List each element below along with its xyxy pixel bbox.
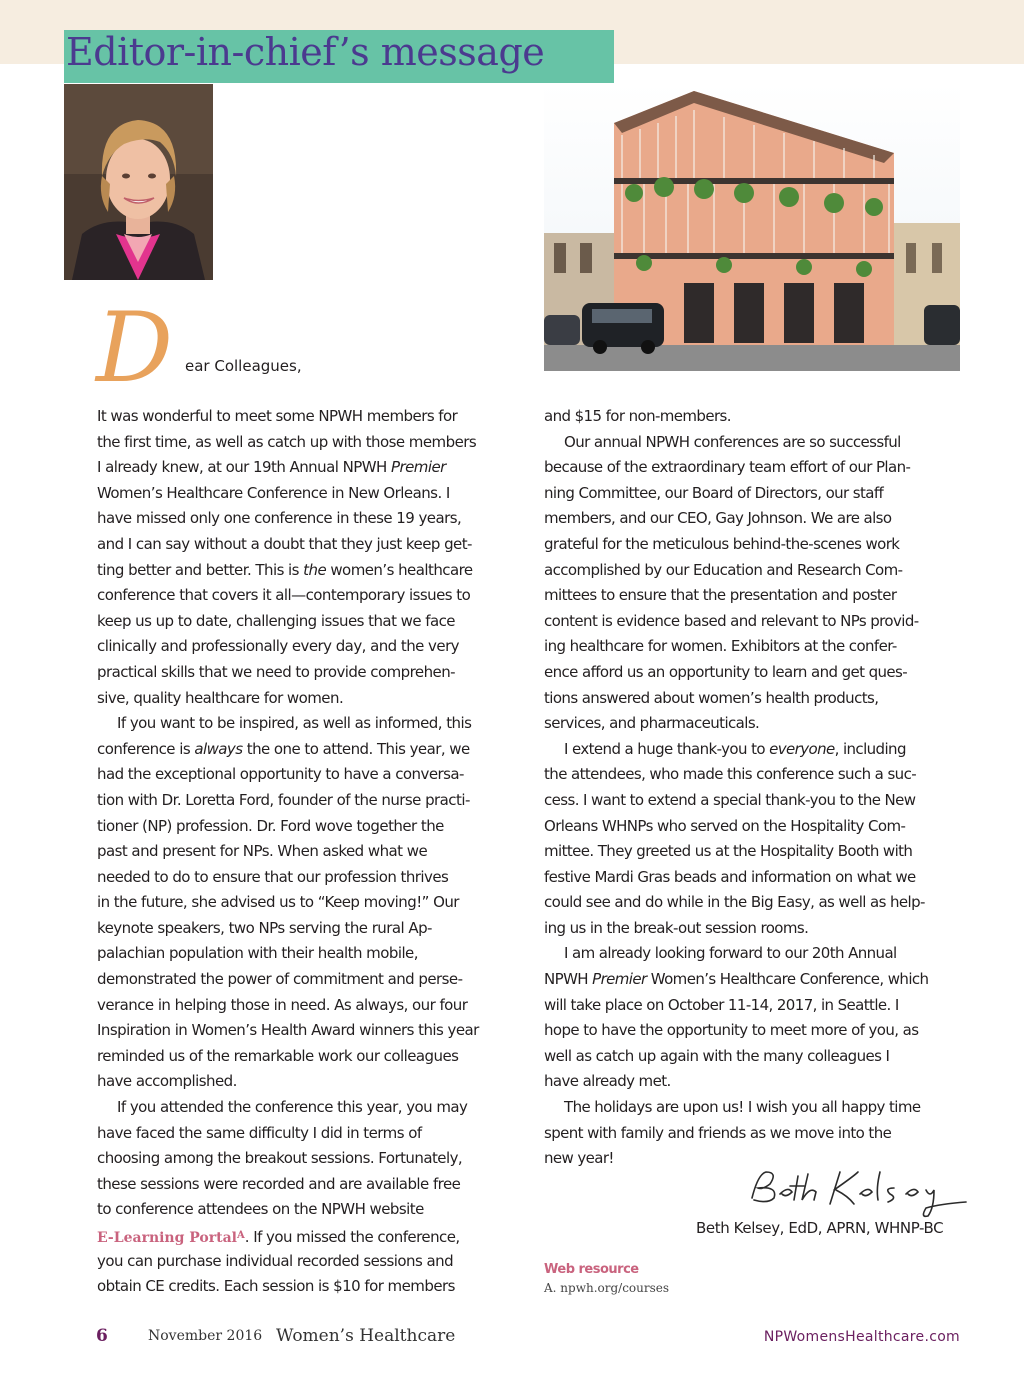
publication-name: Women’s Healthcare [276,1326,456,1346]
text-line: grateful for the meticulous behind-the-scenes work [544,534,900,553]
text-line: accomplished by our Education and Research Com- [544,560,903,579]
text-line: mittees to ensure that the presentation and poster [544,586,897,605]
new-orleans-photo [544,83,960,371]
text-line: If you attended the conference this year, you may [117,1098,468,1117]
text-line: have missed only one conference in these 19 years, [97,509,462,528]
text-line: reminded us of the remarkable work our colleagues [97,1046,459,1065]
text-line: keynote speakers, two NPs serving the rural Ap- [97,918,432,937]
text-line: have accomplished. [97,1072,237,1091]
web-resource-heading: Web resource [544,1262,639,1277]
text-line: If you want to be inspired, as well as informed, this [117,714,472,733]
text-line: these sessions were recorded and are available free [97,1174,461,1193]
text-line: in the future, she advised us to “Keep moving!” Our [97,893,459,912]
text-run: I extend a huge thank-you to [564,739,770,758]
text-line: Women’s Healthcare Conference in New Orleans. I [97,483,450,502]
editor-portrait [64,84,213,280]
text-line: will take place on October 11-14, 2017, in Seattle. I [544,995,899,1014]
text-line: Inspiration in Women’s Health Award winners this year [97,1021,479,1040]
text-line: mittee. They greeted us at the Hospitality Booth with [544,842,913,861]
text-line: tion with Dr. Loretta Ford, founder of the nurse practi- [97,790,470,809]
text-line: ing us in the break-out session rooms. [544,918,809,937]
text-run: conference is [97,739,195,758]
text-line: sive, quality healthcare for women. [97,688,344,707]
web-resource-link[interactable]: A. npwh.org/courses [544,1281,670,1295]
text-line: conference that covers it all—contemporary issues to [97,586,471,605]
page-number: 6 [96,1326,108,1346]
text-line: festive Mardi Gras beads and information on what we [544,867,916,886]
text-line [97,455,527,481]
text-run: ting better and better. This is [97,560,304,579]
signer-credentials: Beth Kelsey, EdD, APRN, WHNP-BC [696,1219,944,1237]
text-line: demonstrated the power of commitment and perse- [97,970,463,989]
text-line: have already met. [544,1072,671,1091]
text-line: well as catch up again with the many colleagues I [544,1046,890,1065]
text-line: clinically and professionally every day, and the very [97,637,460,656]
text-line: new year! [544,1149,614,1168]
dropcap-letter: D [96,292,173,404]
text-line: choosing among the breakout sessions. Fortunately, [97,1149,463,1168]
text-line: practical skills that we need to provide comprehen- [97,662,456,681]
text-line: have faced the same difficulty I did in terms of [97,1123,422,1142]
body-column-left [97,404,527,1300]
text-line: content is evidence based and relevant to NPs provid- [544,611,919,630]
italic-run: everyone [769,739,835,758]
text-line: The holidays are upon us! I wish you all happy time [564,1098,921,1117]
text-line: the first time, as well as catch up with those members [97,432,477,451]
text-line [97,737,527,763]
text-run: . If you missed the conference, [244,1228,460,1246]
text-line: needed to do to ensure that our profession thrives [97,867,449,886]
text-line: you can purchase individual recorded sessions and [97,1251,454,1270]
text-line [97,1223,527,1249]
text-line: the attendees, who made this conference such a suc- [544,765,917,784]
text-line [97,558,527,584]
text-line: tioner (NP) profession. Dr. Ford wove together the [97,816,444,835]
handwritten-signature [744,1164,974,1220]
italic-run: Premier [592,970,647,989]
text-run: women’s healthcare [326,560,473,579]
page-title: Editor-in-chief’s message [66,30,545,74]
text-line: I am already looking forward to our 20th Annual [564,944,897,963]
text-line: because of the extraordinary team effort of our Plan- [544,458,911,477]
text-line: services, and pharmaceuticals. [544,714,760,733]
text-line: Our annual NPWH conferences are so successful [564,432,901,451]
text-line: palachian population with their health mobile, [97,944,418,963]
body-column-right [544,404,969,1172]
text-run: the one to attend. This year, we [242,739,470,758]
text-line: and I can say without a doubt that they just keep get- [97,534,472,553]
text-run: NPWH [544,970,593,989]
website-link[interactable]: NPWomensHealthcare.com [763,1329,960,1345]
text-line: Orleans WHNPs who served on the Hospitality Com- [544,816,906,835]
text-line: cess. I want to extend a special thank-you to the New [544,790,916,809]
text-line: tions answered about women’s health products, [544,688,879,707]
text-line: had the exceptional opportunity to have a conversa- [97,765,464,784]
text-line: spent with family and friends as we move into the [544,1123,892,1142]
text-line: past and present for NPs. When asked what we [97,842,428,861]
text-line: hope to have the opportunity to meet more of you, as [544,1021,919,1040]
text-run: I already knew, at our 19th Annual NPWH [97,458,391,477]
text-line: could see and do while in the Big Easy, as well as help- [544,893,925,912]
text-line: verance in helping those in need. As always, our four [97,995,468,1014]
text-line: and $15 for non-members. [544,407,731,425]
text-line: ing healthcare for women. Exhibitors at the confer- [544,637,897,656]
salutation: ear Colleagues, [185,357,302,375]
text-line: members, and our CEO, Gay Johnson. We are also [544,509,892,528]
text-line [544,967,969,993]
italic-run: always [194,739,243,758]
reference-marker: A [237,1230,245,1241]
text-line: to conference attendees on the NPWH website [97,1200,424,1219]
text-line: ence afford us an opportunity to learn and get ques- [544,662,908,681]
italic-run: Premier [390,458,446,477]
text-line: ning Committee, our Board of Directors, our staff [544,483,884,502]
text-line [544,737,969,763]
text-line: keep us up to date, challenging issues that we face [97,611,455,630]
text-run: , including [834,739,906,758]
text-line: It was wonderful to meet some NPWH members for [97,407,458,425]
italic-run: the [303,560,327,579]
text-line: obtain CE credits. Each session is $10 for members [97,1277,455,1296]
e-learning-portal-link[interactable]: E-Learning Portal [97,1230,237,1246]
text-run: Women’s Healthcare Conference, which [646,970,929,989]
issue-date: November 2016 [148,1328,263,1344]
